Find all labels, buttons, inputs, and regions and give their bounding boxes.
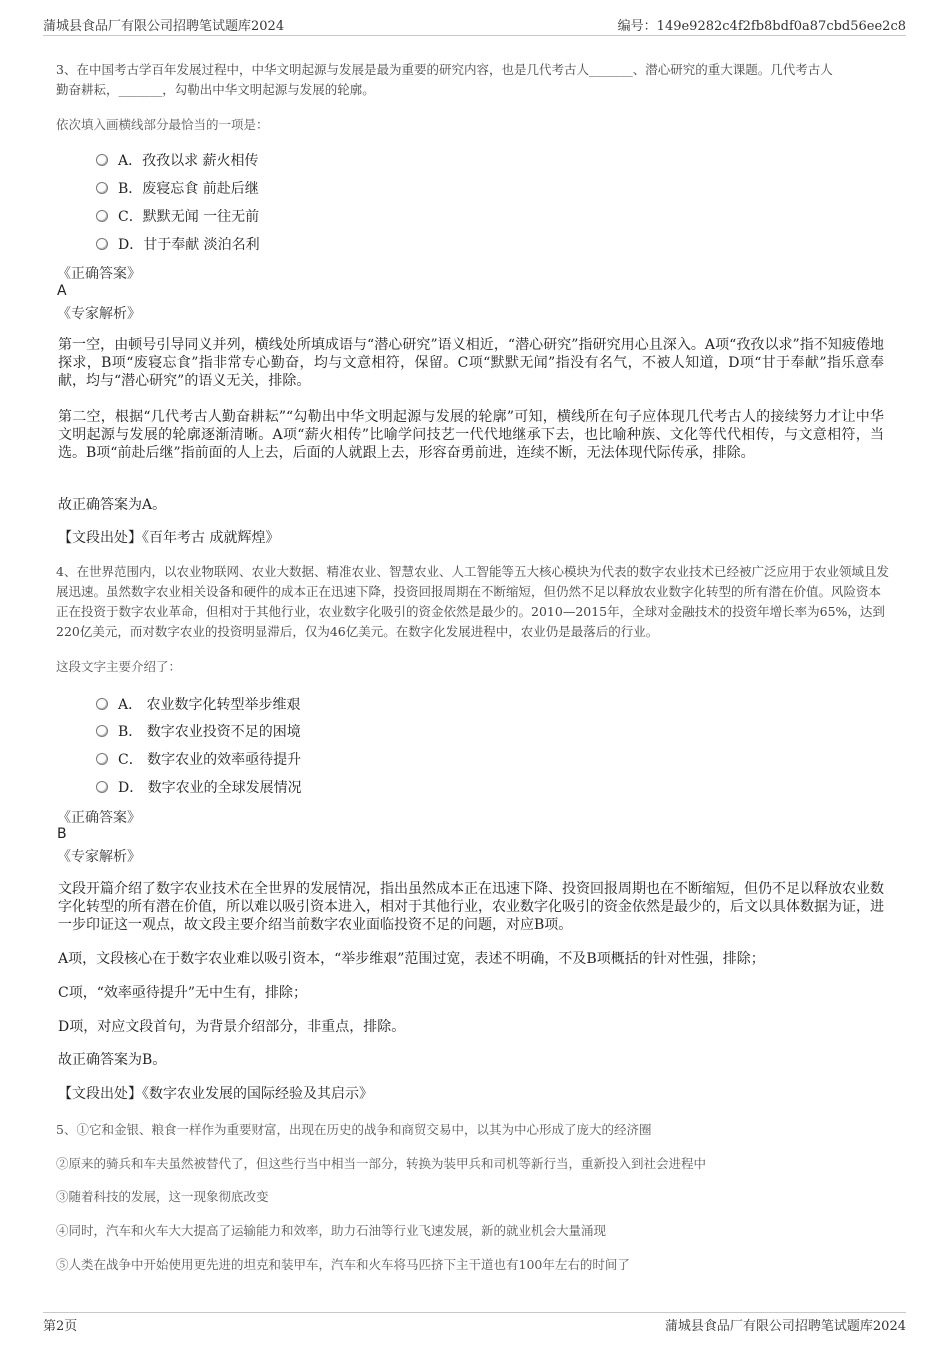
q3-analysis-label: 《专家解析》: [57, 306, 141, 322]
q4-option-c[interactable]: C． 数字农业的效率亟待提升: [96, 749, 301, 769]
radio-icon[interactable]: [96, 725, 108, 737]
q3-stem: [56, 60, 891, 100]
q4-option-a[interactable]: A． 农业数字化转型举步维艰: [96, 694, 301, 714]
q4-conclusion: 故正确答案为B。: [58, 1052, 167, 1068]
q3-option-b[interactable]: B．废寝忘食 前赴后继: [96, 178, 259, 198]
q4-option-d[interactable]: D． 数字农业的全球发展情况: [96, 777, 302, 797]
header-title: 蒲城县食品厂有限公司招聘笔试题库2024: [43, 19, 285, 34]
document-code-value: 149e9282c4f2fb8bdf0a87cbd56ee2c8: [656, 19, 906, 34]
radio-icon[interactable]: [96, 238, 108, 250]
page-number: 第2页: [43, 1319, 78, 1334]
q3-answer: A: [57, 283, 67, 299]
q3-prompt: 依次填入画横线部分最恰当的一项是：: [56, 117, 269, 132]
document-code: [618, 15, 906, 34]
radio-icon[interactable]: [96, 698, 108, 710]
radio-icon[interactable]: [96, 182, 108, 194]
q5-sentence-1: 5、①它和金银、粮食一样作为重要财富，出现在历史的战争和商贸交易中，以其为中心形成了庞大的经济圈: [56, 1122, 652, 1137]
q4-answer: B: [57, 826, 67, 842]
page-header: [43, 15, 906, 36]
footer-title: 蒲城县食品厂有限公司招聘笔试题库2024: [664, 1319, 906, 1334]
document-code-label: 编号：: [617, 19, 657, 34]
q3-stem-line2: 勤奋耕耘，_______，勾勒出中华文明起源与发展的轮廓。: [56, 82, 375, 97]
q4-analysis-label: 《专家解析》: [57, 849, 141, 865]
q3-analysis-para1: 第一空，由顿号引导同义并列，横线处所填成语与“潜心研究”语义相近，“潜心研究”指研究用心且深入。A项“孜孜以求”指不知疲倦地探求，B项“废寝忘食”指非常专心勤奋，均与文意相符，保留。C项“默默无闻”指没有名气，不被人知道，D项“甘于奉献”指乐意奉献，均与“潜心研究”的语义无关，排除。: [58, 337, 884, 389]
q3-answer-label: 《正确答案》: [57, 266, 141, 282]
q3-option-c[interactable]: C．默默无闻 一往无前: [96, 206, 259, 226]
q4-analysis-para3: C项，“效率亟待提升”无中生有，排除；: [58, 985, 308, 1001]
q4-prompt: 这段文字主要介绍了：: [56, 659, 182, 674]
q4-option-b[interactable]: B． 数字农业投资不足的困境: [96, 721, 301, 741]
q3-source: 【文段出处】《百年考古 成就辉煌》: [58, 530, 280, 546]
radio-icon[interactable]: [96, 210, 108, 222]
q4-stem: 4、在世界范围内，以农业物联网、农业大数据、精准农业、智慧农业、人工智能等五大核心模块为代表的数字农业技术已经被广泛应用于农业领域且发展迅速。虽然数字农业相关设备和硬件的成本正在迅速下降，投资回报周期在不断缩短，但仍然不足以释放农业数字化转型的所有潜在价值。风险资本正在投资于数字农业革命，但相对于其他行业，农业数字化吸引的资金依然是最少的。2010—2015年，全球对金融技术的投资年增长率为65%，达到220亿美元，而对数字农业的投资明显滞后，仅为46亿美元。在数字化发展进程中，农业仍是最落后的行业。: [56, 564, 889, 639]
page-footer: [43, 1312, 906, 1335]
q3-analysis-para2: 第二空，根据“几代考古人勤奋耕耘”“勾勒出中华文明起源与发展的轮廓”可知，横线所在句子应体现几代考古人的接续努力才让中华文明起源与发展的轮廓逐渐清晰。A项“薪火相传”比喻学问技艺一代代地继承下去，也比喻种族、文化等代代相传，与文意相符，当选。B项“前赴后继”指前面的人上去，后面的人就跟上去，形容奋勇前进，连续不断，无法体现代际传承，排除。: [58, 409, 884, 461]
q4-analysis-para2: A项，文段核心在于数字农业难以吸引资本，“举步维艰”范围过宽，表述不明确，不及B项概括的针对性强，排除；: [58, 951, 765, 967]
q5-sentence-3: ③随着科技的发展，这一现象彻底改变: [56, 1189, 269, 1204]
q4-analysis-para1: 文段开篇介绍了数字农业技术在全世界的发展情况，指出虽然成本正在迅速下降、投资回报周期也在不断缩短，但仍不足以释放农业数字化转型的所有潜在价值，所以难以吸引资本进入，相对于其他行业，农业数字化吸引的资金依然是最少的，后文以具体数据为证，进一步印证这一观点，故文段主要介绍当前数字农业面临投资不足的问题，对应B项。: [58, 881, 884, 933]
radio-icon[interactable]: [96, 781, 108, 793]
q4-answer-label: 《正确答案》: [57, 810, 141, 826]
radio-icon[interactable]: [96, 154, 108, 166]
q3-stem-line1: 3、在中国考古学百年发展过程中，中华文明起源与发展是最为重要的研究内容，也是几代考古人_______、潜心研究的重大课题。几代考古人: [56, 62, 833, 77]
q5-sentence-2: ②原来的骑兵和车夫虽然被替代了，但这些行当中相当一部分，转换为装甲兵和司机等新行当，重新投入到社会进程中: [56, 1156, 707, 1171]
q5-sentence-5: ⑤人类在战争中开始使用更先进的坦克和装甲车，汽车和火车将马匹挤下主干道也有100年左右的时间了: [56, 1257, 630, 1272]
q5-sentence-4: ④同时，汽车和火车大大提高了运输能力和效率，助力石油等行业飞速发展，新的就业机会大量涌现: [56, 1223, 607, 1238]
q3-conclusion: 故正确答案为A。: [58, 497, 167, 513]
q4-source: 【文段出处】《数字农业发展的国际经验及其启示》: [58, 1086, 373, 1102]
radio-icon[interactable]: [96, 753, 108, 765]
q4-analysis-para4: D项，对应文段首句，为背景介绍部分，非重点，排除。: [58, 1019, 406, 1035]
q3-option-d[interactable]: D．甘于奉献 淡泊名利: [96, 234, 260, 254]
q3-option-a[interactable]: A．孜孜以求 薪火相传: [96, 150, 259, 170]
